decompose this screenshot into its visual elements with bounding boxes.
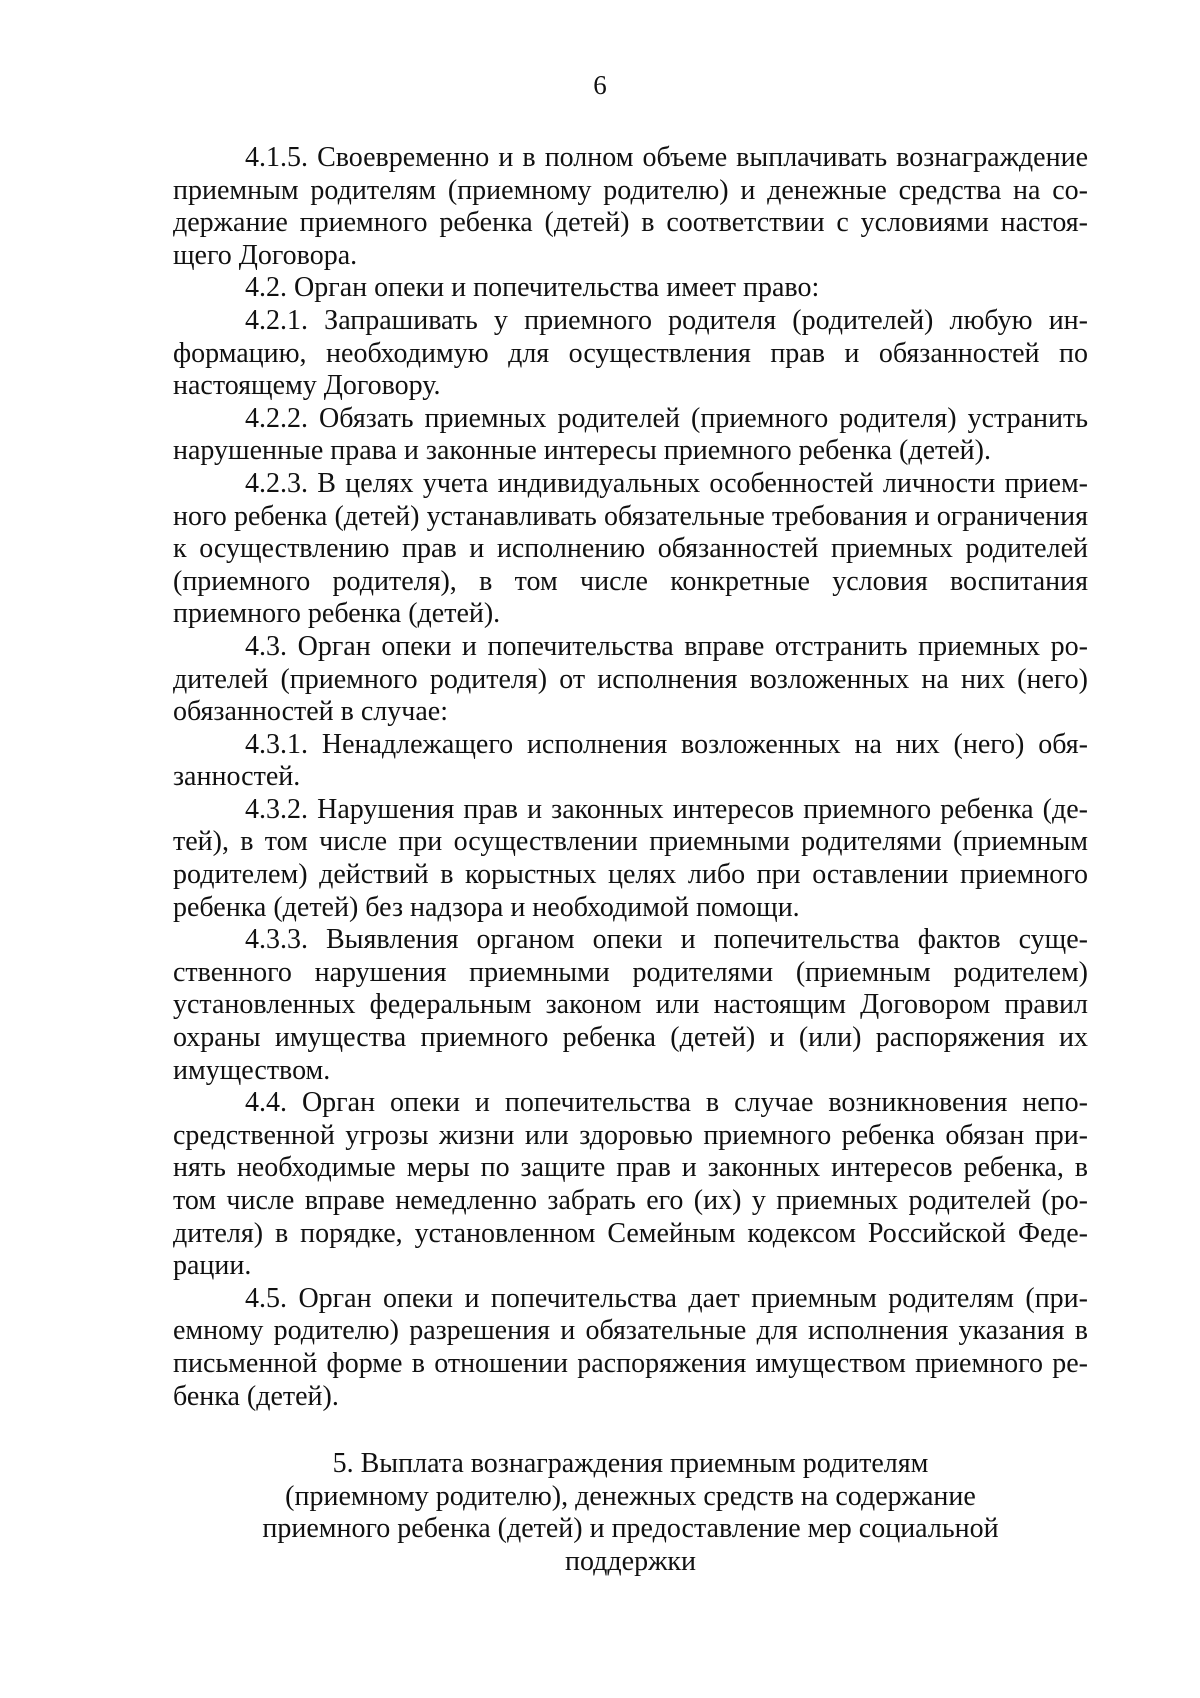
section-heading-line: (приемному родителю), денежных средств на содержание — [285, 1480, 976, 1512]
paragraph-4-3: 4.3. Орган опеки и попечительства вправе отстранить приемных родителей (приемного родителя) от исполнения возложенных на них (него) обязанностей в случае: — [173, 630, 1088, 728]
paragraph-4-3-1: 4.3.1. Ненадлежащего исполнения возложенных на них (него) обязанностей. — [173, 728, 1088, 793]
section-heading-line: приемного ребенка (детей) и предоставление мер социальной — [262, 1513, 999, 1545]
paragraph-4-2-3: 4.2.3. В целях учета индивидуальных особенностей личности приемного ребенка (детей) устанавливать обязательные требования и ограничения к осуществлению прав и исполнению обязанностей приемных родителей (приемного родителя), в том числе конкретные условия воспитания приемного ребенка (детей). — [173, 467, 1088, 630]
section-heading-line: 5. Выплата вознаграждения приемным родителям — [332, 1448, 929, 1479]
section-heading-line: поддержки — [564, 1545, 697, 1577]
paragraph-4-5: 4.5. Орган опеки и попечительства дает приемным родителям (приемному родителю) разрешения и обязательные для исполнения указания в письменной форме в отношении распоряжения имуществом приемного ребенка (детей). — [173, 1282, 1088, 1412]
paragraph-4-2: 4.2. Орган опеки и попечительства имеет право: — [245, 272, 820, 304]
paragraph-4-3-3: 4.3.3. Выявления органом опеки и попечительства фактов существенного нарушения приемными родителями (приемным родителем) установленных федеральным законом или настоящим Договором правил охраны имущества приемного ребенка (детей) и (или) распоряжения их имуществом. — [173, 924, 1088, 1086]
paragraph-4-1-5: 4.1.5. Своевременно и в полном объеме выплачивать вознаграждение приемным родителям (приемному родителю) и денежные средства на содержание приемного ребенка (детей) в соответствии с условиями настоящего Договора. — [173, 142, 1088, 271]
paragraph-4-4: 4.4. Орган опеки и попечительства в случае возникновения непосредственной угрозы жизни или здоровью приемного ребенка обязан принять необходимые меры по защите прав и законных интересов ребенка, в том числе вправе немедленно забрать его (их) у приемных родителей (родителя) в порядке, установленном Семейным кодексом Российской Федерации. — [173, 1087, 1088, 1282]
paragraph-4-2-1: 4.2.1. Запрашивать у приемного родителя (родителей) любую информацию, необходимую для осуществления прав и обязанностей по настоящему Договору. — [173, 304, 1088, 402]
paragraph-4-3-2: 4.3.2. Нарушения прав и законных интересов приемного ребенка (детей), в том числе при осуществлении приемными родителями (приемным родителем) действий в корыстных целях либо при оставлении приемного ребенка (детей) без надзора и необходимой помощи. — [173, 793, 1088, 923]
document-body — [173, 142, 1088, 1413]
paragraph-4-2-2: 4.2.2. Обязать приемных родителей (приемного родителя) устранить нарушенные права и законные интересы приемного ребенка (детей). — [173, 402, 1088, 467]
page-number: 6 — [593, 70, 607, 100]
section-heading — [173, 1448, 1088, 1578]
